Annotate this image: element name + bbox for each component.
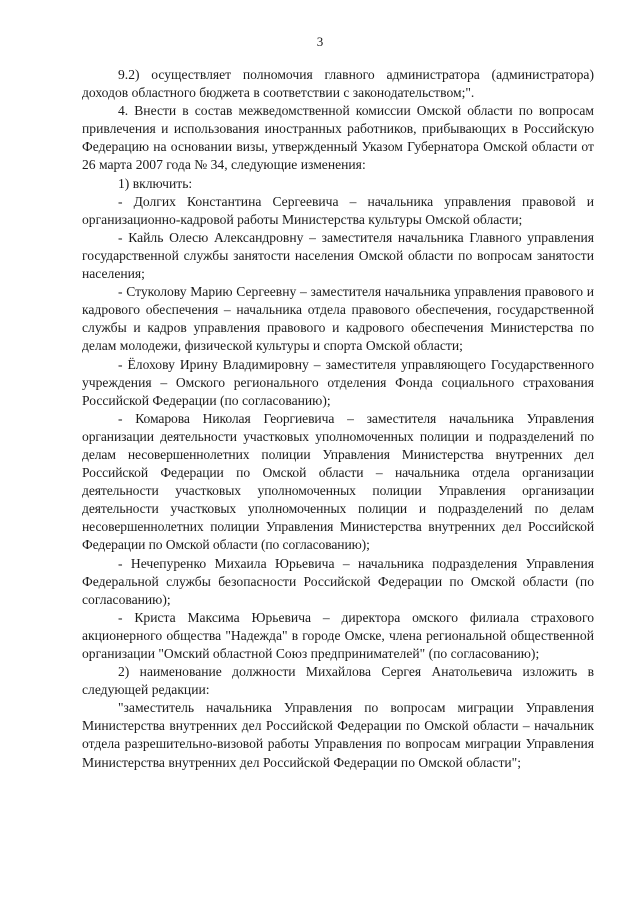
list-item-komarov: - Комарова Николая Георгиевича – заместителя начальника Управления организации деятельности участковых уполномоченных полиции и подразделений по делам несовершеннолетних полиции Управления Министерства внутренних дел Российской Федерации по Омской области – начальника отдела организации деятельности участковых уполномоченных полиции Управления организации деятельности участковых уполномоченных полиции и подразделений по делам несовершеннолетних полиции Управления Министерства внутренних дел Российской Федерации по Омской области (по согласованию);	[82, 410, 594, 553]
list-item-elokhova: - Ёлохову Ирину Владимировну – заместителя управляющего Государственного учреждения – Омского регионального отделения Фонда социального страхования Российской Федерации (по согласованию);	[82, 356, 594, 408]
paragraph-new-title-quote: "заместитель начальника Управления по вопросам миграции Управления Министерства внутренних дел Российской Федерации по Омской области – начальник отдела разрешительно-визовой работы Управления по вопросам миграции Управления Министерства внутренних дел Российской Федерации по Омской области";	[82, 700, 594, 770]
document-body	[82, 66, 594, 772]
list-item-dolgikh: - Долгих Константина Сергеевича – начальника управления правовой и организационно-кадровой работы Министерства культуры Омской области;	[82, 193, 594, 227]
paragraph-rename-position: 2) наименование должности Михайлова Сергея Анатольевича изложить в следующей редакции:	[82, 664, 594, 698]
list-item-stukolova: - Стуколову Марию Сергеевну – заместителя начальника управления правового и кадрового обеспечения – начальника отдела правового обеспечения, государственной службы и кадров управления правового и кадрового обеспечения Министерства по делам молодежи, физической культуры и спорта Омской области;	[82, 284, 594, 354]
paragraph-include-heading: 1) включить:	[118, 175, 193, 191]
paragraph-9-2: 9.2) осуществляет полномочия главного администратора (администратора) доходов областного бюджета в соответствии с законодательством;".	[82, 67, 594, 101]
list-item-kail: - Кайль Олесю Александровну – заместителя начальника Главного управления государственной службы занятости населения Омской области по вопросам занятости населения;	[82, 229, 594, 282]
list-item-krist: - Криста Максима Юрьевича – директора омского филиала страхового акционерного общества "Надежда" в городе Омске, члена региональной общественной организации "Омский областной Союз предпринимателей" (по согласованию);	[82, 609, 594, 661]
page-number: 3	[316, 34, 324, 49]
paragraph-item-4: 4. Внести в состав межведомственной комиссии Омской области по вопросам привлечения и использования иностранных работников, прибывающих в Российскую Федерацию на основании визы, утвержденный Указом Губернатора Омской области от 26 марта 2007 года № 34, следующие изменения:	[82, 103, 594, 173]
list-item-nechepurenko: - Нечепуренко Михаила Юрьевича – начальника подразделения Управления Федеральной службы безопасности Российской Федерации по Омской области (по согласованию);	[82, 555, 594, 607]
